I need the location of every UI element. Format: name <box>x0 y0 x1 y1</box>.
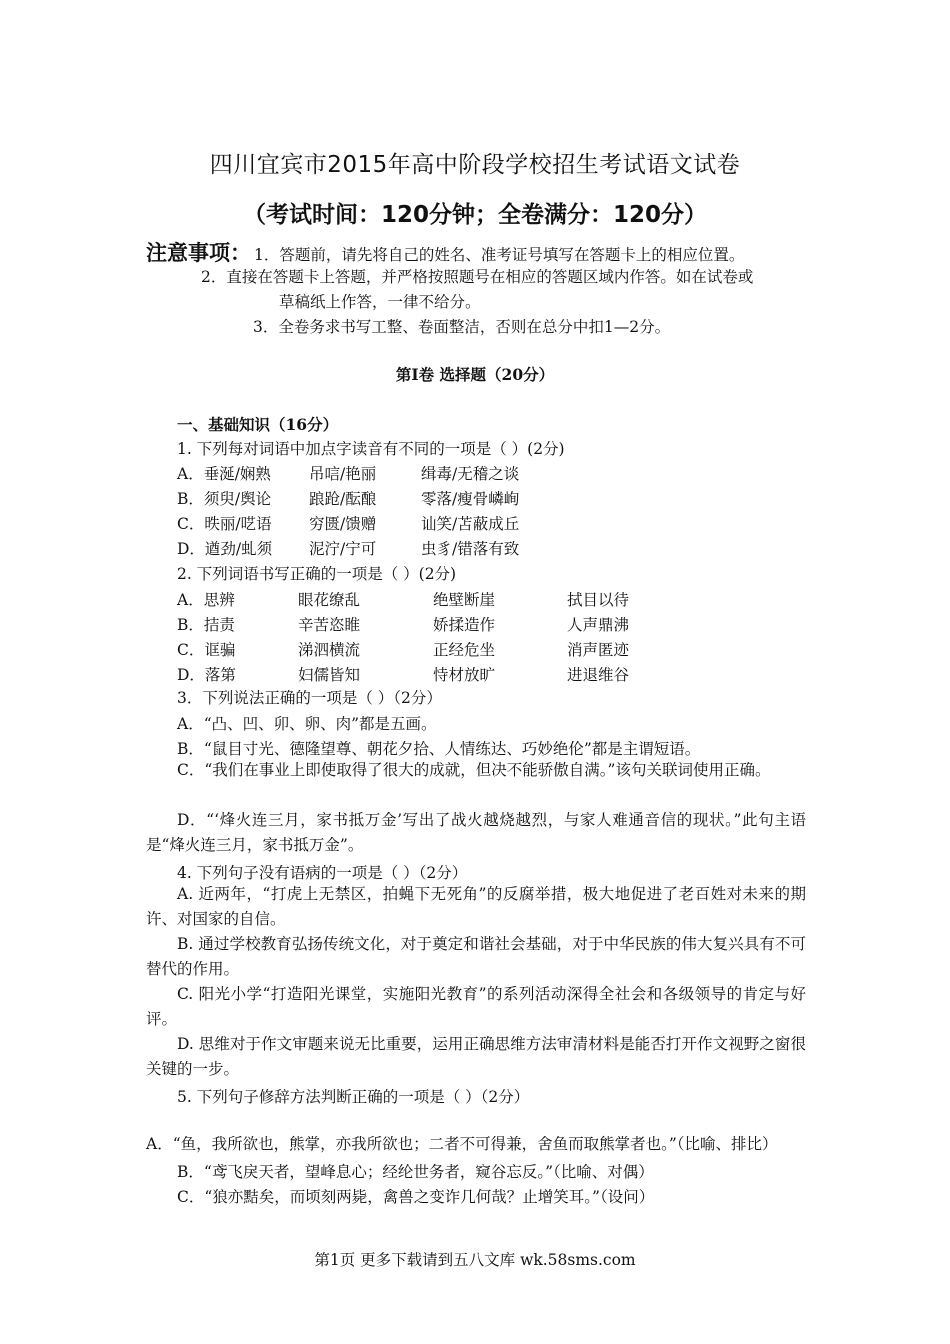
option-paragraph <box>146 1032 806 1082</box>
option-cell: 妇儒皆知 <box>298 666 361 684</box>
question-stem: 3．下列说法正确的一项是（ ）（2分） <box>177 689 442 707</box>
option-cell: C．昳丽/呓语 <box>177 515 272 533</box>
option-cell: 缉毒/无稽之谈 <box>421 465 520 483</box>
notice-item: 1．答题前，请先将自己的姓名、准考证号填写在答题卡上的相应位置。 <box>254 246 745 264</box>
option-text: C．“狼亦黠矣，而顷刻两毙，禽兽之变诈几何哉？止增笑耳。”（设问） <box>177 1188 655 1206</box>
option-cell: 踉跄/酝酿 <box>309 490 377 508</box>
page-title: 四川宜宾市2015年高中阶段学校招生考试语文试卷 <box>209 152 741 178</box>
option-cell: 讪笑/苫蔽成丘 <box>421 515 520 533</box>
notice-item: 草稿纸上作答，一律不给分。 <box>279 293 481 311</box>
option-paragraph <box>146 882 806 932</box>
option-text: C. 阳光小学“打造阳光课堂，实施阳光教育”的系列活动深得全社会和各级领导的肯定与好评。 <box>146 985 806 1028</box>
part-title: 一、基础知识（16分） <box>177 415 339 434</box>
option-cell: 辛苦恣睢 <box>298 616 361 634</box>
option-text: A．“凸、凹、卯、卵、肉”都是五画。 <box>177 715 437 733</box>
option-paragraph <box>146 1107 806 1157</box>
option-paragraph <box>146 932 806 982</box>
option-cell: D．落第 <box>177 666 236 684</box>
notice-item: 2．直接在答题卡上答题，并严格按照题号在相应的答题区域内作答。如在试卷或 <box>201 268 754 286</box>
option-cell: B．须臾/舆论 <box>177 490 272 508</box>
option-cell: 绝壁断崖 <box>433 591 496 609</box>
option-cell: B．拮责 <box>177 616 235 634</box>
option-text: B．“鼠目寸光、德隆望尊、朝花夕拾、人情练达、巧妙绝伦”都是主谓短语。 <box>177 740 701 758</box>
option-cell: A．垂涎/娴熟 <box>177 465 271 483</box>
option-paragraph <box>146 982 806 1032</box>
option-paragraph <box>146 808 806 858</box>
question-stem: 2. 下列词语书写正确的一项是（ ）(2分) <box>177 565 457 583</box>
option-cell: C．诓骗 <box>177 641 236 659</box>
option-cell: 零落/瘦骨嶙峋 <box>421 490 520 508</box>
option-cell: 眼花缭乱 <box>298 591 361 609</box>
exam-info: （考试时间：120分钟；全卷满分：120分） <box>242 202 708 228</box>
option-cell: 虫豸/错落有致 <box>421 540 520 558</box>
option-cell: 人声鼎沸 <box>567 616 630 634</box>
option-cell: 穷匮/馈赠 <box>309 515 377 533</box>
option-cell: 涕泗横流 <box>298 641 361 659</box>
page-footer: 第1页 更多下载请到五八文库 wk.58sms.com <box>314 1251 636 1269</box>
option-text: C．“我们在事业上即使取得了很大的成就，但决不能骄傲自满。”该句关联词使用正确。 <box>177 761 771 779</box>
option-cell: D．遒劲/虬须 <box>177 540 273 558</box>
option-cell: 进退维谷 <box>567 666 630 684</box>
option-cell: A．思辨 <box>177 591 235 609</box>
notice-item: 3．全卷务求书写工整、卷面整洁，否则在总分中扣1—2分。 <box>253 318 671 336</box>
option-cell: 消声匿迹 <box>567 641 630 659</box>
option-cell: 吊唁/艳丽 <box>309 465 377 483</box>
option-cell: 娇揉造作 <box>433 616 496 634</box>
option-text: D. 思维对于作文审题来说无比重要，运用正确思维方法审清材料是能否打开作文视野之窗很关键的一步。 <box>146 1035 806 1078</box>
question-stem: 4. 下列句子没有语病的一项是（ ）（2分） <box>177 864 468 882</box>
question-stem: 5. 下列句子修辞方法判断正确的一项是（ ）（2分） <box>177 1088 530 1106</box>
option-cell: 恃材放旷 <box>433 666 496 684</box>
option-cell: 正经危坐 <box>433 641 496 659</box>
option-text: D．“‘烽火连三月，家书抵万金’写出了战火越烧越烈，与家人难通音信的现状。”此句主语是“烽火连三月，家书抵万金”。 <box>146 811 806 854</box>
option-text: A．“鱼，我所欲也，熊掌，亦我所欲也；二者不可得兼，舍鱼而取熊掌者也。”（比喻、排比） <box>146 1135 778 1153</box>
option-text: B. 通过学校教育弘扬传统文化，对于奠定和谐社会基础，对于中华民族的伟大复兴具有不可替代的作用。 <box>146 935 806 978</box>
option-text: B．“鸢飞戾天者，望峰息心；经纶世务者，窥谷忘反。”（比喻、对偶） <box>177 1163 654 1181</box>
option-paragraph <box>146 758 806 783</box>
option-text: A. 近两年，“打虎上无禁区，拍蝇下无死角”的反腐举措，极大地促进了老百姓对未来的期许、对国家的自信。 <box>146 885 806 928</box>
question-stem: 1. 下列每对词语中加点字读音有不同的一项是（ ）(2分) <box>177 440 565 458</box>
option-cell: 拭目以待 <box>567 591 630 609</box>
notice-heading: 注意事项： <box>146 241 251 265</box>
option-cell: 泥泞/宁可 <box>309 540 377 558</box>
section-title: 第Ⅰ卷 选择题（20分） <box>395 365 555 384</box>
